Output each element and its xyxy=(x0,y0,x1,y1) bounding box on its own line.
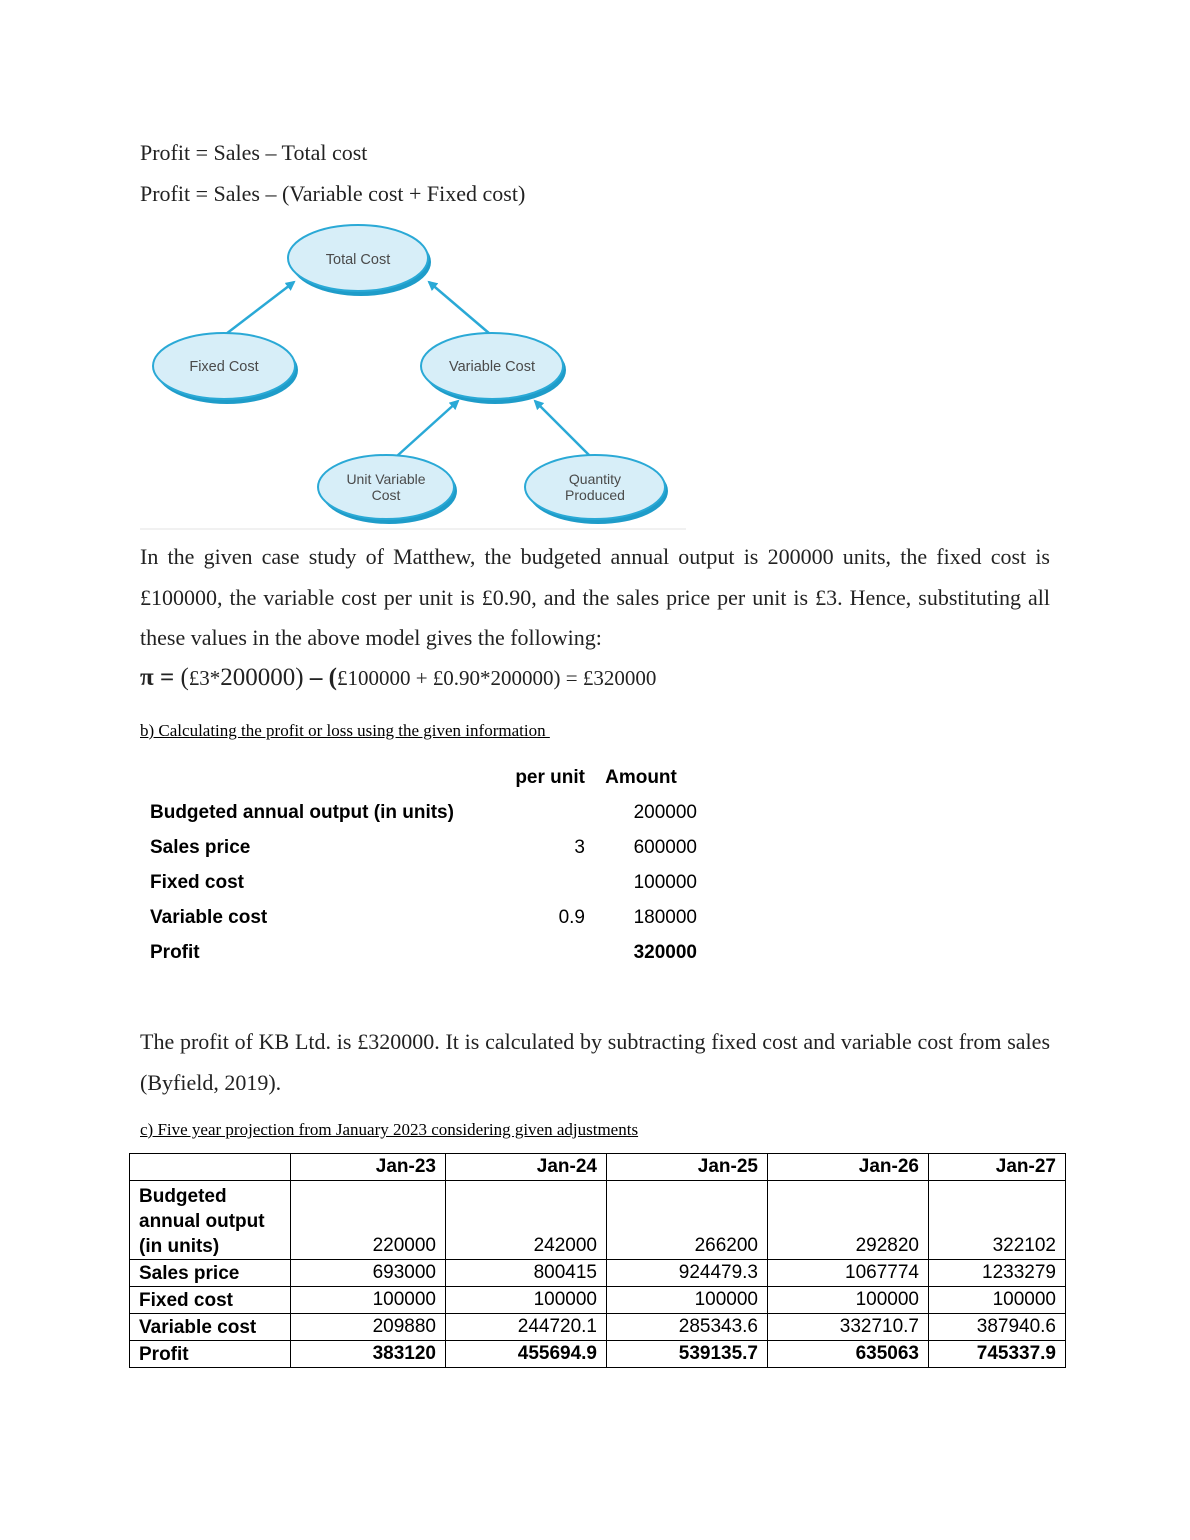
row-label: Variable cost xyxy=(130,1314,291,1341)
cell-value: 220000 xyxy=(291,1181,446,1260)
node-total-cost-label: Total Cost xyxy=(325,252,391,268)
amount-value: 100000 xyxy=(633,871,697,893)
cell-value: 244720.1 xyxy=(446,1314,607,1341)
row-label: Fixed cost xyxy=(130,1287,291,1314)
node-fixed-cost-label: Fixed Cost xyxy=(189,359,259,375)
cell-value: 455694.9 xyxy=(446,1341,607,1368)
pi-part2: £100000 + £0.90*200000) = £320000 xyxy=(336,666,657,690)
cell-value: 100000 xyxy=(929,1287,1066,1314)
cell-value: 100000 xyxy=(607,1287,768,1314)
cell-value: 100000 xyxy=(768,1287,929,1314)
cell-value: 635063 xyxy=(768,1341,929,1368)
column-header: Jan-24 xyxy=(446,1154,607,1181)
pi-dash: – ( xyxy=(309,664,337,691)
section-c-heading: c) Five year projection from January 2023 considering given adjustments xyxy=(140,1120,639,1139)
pi-big1: 200000) xyxy=(220,664,310,691)
cell-value: 209880 xyxy=(291,1314,446,1341)
cell-value: 332710.7 xyxy=(768,1314,929,1341)
profit-formula-2: Profit = Sales – (Variable cost + Fixed cost) xyxy=(140,181,526,206)
row-label: Fixed cost xyxy=(150,871,244,893)
arrow-variable-to-total xyxy=(429,282,490,334)
node-fixed-cost xyxy=(153,333,298,404)
row-label: Budgeted annual output (in units) xyxy=(150,801,454,823)
projection-table xyxy=(129,1153,1066,1368)
row-label: Variable cost xyxy=(150,906,268,928)
profit-formula-1: Profit = Sales – Total cost xyxy=(140,140,368,165)
amount-value: 320000 xyxy=(633,941,697,963)
per-unit-header: per unit xyxy=(515,766,585,788)
amount-value: 200000 xyxy=(633,801,697,823)
per-unit-value xyxy=(485,795,585,830)
cell-value: 100000 xyxy=(291,1287,446,1314)
cell-value: 387940.6 xyxy=(929,1314,1066,1341)
node-variable-cost-label: Variable Cost xyxy=(449,359,535,375)
arrow-quantity-to-variable xyxy=(535,401,590,456)
cell-value: 322102 xyxy=(929,1181,1066,1260)
cell-value: 693000 xyxy=(291,1260,446,1287)
node-total-cost xyxy=(288,225,431,296)
per-unit-value: 0.9 xyxy=(558,906,585,928)
table-row xyxy=(140,900,697,935)
node-quantity-label-1: Quantity xyxy=(568,471,622,487)
profit-explanation-paragraph: The profit of KB Ltd. is £320000. It is calculated by subtracting fixed cost and variable cost from sales (Byfield, 2019). xyxy=(140,1029,1050,1095)
cell-value: 383120 xyxy=(291,1341,446,1368)
table-row xyxy=(140,935,697,970)
cell-value: 1067774 xyxy=(768,1260,929,1287)
pi-formula xyxy=(140,664,656,692)
node-quantity-produced xyxy=(525,455,668,524)
table-row xyxy=(130,1341,1066,1368)
row-label: Budgeted annual output (in units) xyxy=(130,1181,291,1260)
cell-value: 100000 xyxy=(446,1287,607,1314)
table-row xyxy=(130,1314,1066,1341)
column-header: Jan-25 xyxy=(607,1154,768,1181)
cell-value: 266200 xyxy=(607,1181,768,1260)
per-unit-value xyxy=(485,935,585,970)
cell-value: 800415 xyxy=(446,1260,607,1287)
pi-open: ( xyxy=(174,664,189,691)
case-study-paragraph: In the given case study of Matthew, the budgeted annual output is 200000 units, the fixed cost is £100000, the variable cost per unit is £0.90, and the sales price per unit is £3. Hence, substituting all these values in the above model gives the following: xyxy=(140,544,1050,650)
node-variable-cost xyxy=(421,333,566,404)
row-label: Sales price xyxy=(150,836,251,858)
node-unit-variable-cost xyxy=(318,455,457,524)
cost-diagram xyxy=(140,220,686,530)
cell-value: 292820 xyxy=(768,1181,929,1260)
row-label: Profit xyxy=(150,941,200,963)
node-unit-variable-cost-label-2: Cost xyxy=(371,487,401,503)
profit-table-header xyxy=(140,760,697,795)
table-row xyxy=(130,1181,1066,1260)
amount-value: 600000 xyxy=(633,836,697,858)
table-row xyxy=(140,795,697,830)
arrow-unit-to-variable xyxy=(397,401,458,456)
per-unit-value xyxy=(485,865,585,900)
per-unit-value: 3 xyxy=(574,836,585,858)
column-header: Jan-27 xyxy=(929,1154,1066,1181)
profit-table xyxy=(140,760,697,970)
table-row xyxy=(140,865,697,900)
cell-value: 745337.9 xyxy=(929,1341,1066,1368)
cell-value: 539135.7 xyxy=(607,1341,768,1368)
pi-part1: £3* xyxy=(188,666,221,690)
cell-value: 285343.6 xyxy=(607,1314,768,1341)
cell-value: 1233279 xyxy=(929,1260,1066,1287)
cell-value: 242000 xyxy=(446,1181,607,1260)
amount-header: Amount xyxy=(605,766,677,788)
node-unit-variable-cost-label-1: Unit Variable xyxy=(346,471,426,487)
projection-header-row xyxy=(130,1154,1066,1181)
table-row xyxy=(140,830,697,865)
row-label: Profit xyxy=(130,1341,291,1368)
arrow-fixed-to-total xyxy=(226,282,294,334)
cell-value: 924479.3 xyxy=(607,1260,768,1287)
table-row xyxy=(130,1260,1066,1287)
node-quantity-label-2: Produced xyxy=(565,487,625,503)
table-row xyxy=(130,1287,1066,1314)
column-header: Jan-26 xyxy=(768,1154,929,1181)
pi-symbol: π = xyxy=(140,664,175,691)
amount-value: 180000 xyxy=(633,906,697,928)
row-label: Sales price xyxy=(130,1260,291,1287)
section-b-heading: b) Calculating the profit or loss using the given information xyxy=(140,721,550,740)
column-header: Jan-23 xyxy=(291,1154,446,1181)
